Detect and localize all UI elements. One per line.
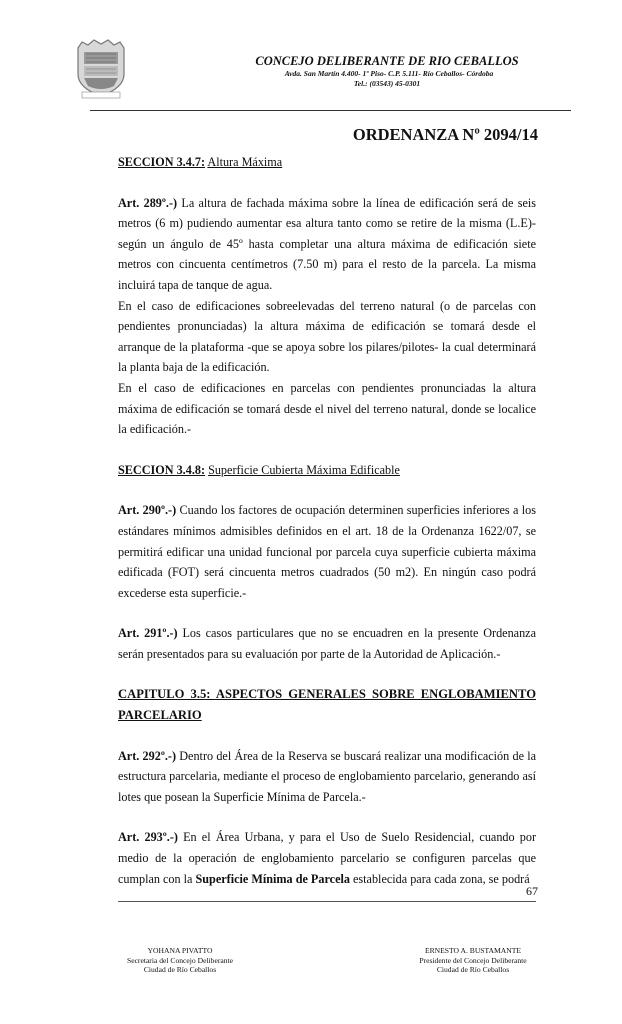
section-label: SECCION 3.4.8: xyxy=(118,462,206,477)
article-290 xyxy=(118,500,536,603)
section-title: Superficie Cubierta Máxima Edificable xyxy=(208,462,400,477)
signatory-role: Presidente del Concejo Deliberante xyxy=(419,955,527,965)
article-text: Los casos particulares que no se encuadren en la presente Ordenanza serán presentados para su evaluación por parte de la Autoridad de Aplicación.- xyxy=(118,626,537,661)
signatory-place: Ciudad de Río Ceballos xyxy=(143,965,217,975)
signature-left xyxy=(110,946,250,975)
document-body xyxy=(118,152,536,889)
article-291 xyxy=(118,623,536,664)
article-label: Art. 293º.-) xyxy=(118,830,178,845)
signatory-name: ERNESTO A. BUSTAMANTE xyxy=(424,946,522,955)
article-bold-term: Superficie Mínima de Parcela xyxy=(195,871,350,886)
ordinance-title: ORDENANZA Nº 2094/14 xyxy=(352,125,538,144)
article-label: Art. 289º.-) xyxy=(118,195,178,210)
article-289-paragraph-2: En el caso de edificaciones sobreelevadas del terreno natural (o de parcelas con pendientes pronunciadas) la altura máxima de edificación se tomará desde el arranque de la plataforma -que se apoya sobre los pilares/pilotes- la cual determinará la planta baja de la edificación. xyxy=(118,298,536,375)
chapter-heading-line-1: CAPITULO 3.5: ASPECTOS GENERALES SOBRE ENGLOBAMIENTO xyxy=(118,687,536,702)
signatory-role: Secretaria del Concejo Deliberante xyxy=(126,955,234,965)
header-title: CONCEJO DELIBERANTE DE RIO CEBALLOS xyxy=(255,54,519,68)
article-text-continued: establecida para cada zona, se podrá xyxy=(353,871,530,886)
section-heading-3-4-8 xyxy=(118,460,536,481)
article-text: Dentro del Área de la Reserva se buscará realizar una modificación de la estructura parcelaria, mediante el proceso de englobamiento parcelario, generando así lotes que posean la Superficie Mínima de Parcela.- xyxy=(118,748,536,804)
section-label: SECCION 3.4.7: xyxy=(118,155,206,169)
article-label: Art. 290º.-) xyxy=(118,503,177,518)
article-289-paragraph-3: En el caso de edificaciones en parcelas con pendientes pronunciadas la altura máxima de edificación se tomará desde el nivel del terreno natural, donde se localice la edificación.- xyxy=(118,380,536,437)
article-293 xyxy=(118,827,536,889)
page-number: 67 xyxy=(526,884,538,898)
article-292 xyxy=(118,746,536,808)
article-289 xyxy=(118,193,536,296)
article-text: Cuando los factores de ocupación determinen superficies inferiores a los estándares mínimos admisibles definidos en el art. 18 de la Ordenanza 1622/07, se permitirá edificar una unidad funcional por parcela cuya superficie cubierta máxima edificada (FOT) será cincuenta metros cuadrados (50 m2). En ningún caso podrá excederse esta superficie.- xyxy=(118,503,537,600)
section-heading-3-4-7 xyxy=(118,152,536,173)
article-text: La altura de fachada máxima sobre la línea de edificación será de seis metros (6 m) pudiendo aumentar esa altura tanto como se retire de la misma (L.E)- según un ángulo de 45º hasta completar una altura máxima de edificación siete metros con cincuenta centímetros (7.50 m) para el resto de la parcela. La misma incluirá tapa de tanque de agua. xyxy=(118,195,536,292)
header-address: Avda. San Martín 4.400- 1º Piso- C.P. 5.111- Río Ceballos- Córdoba xyxy=(284,69,494,78)
signatory-place: Ciudad de Río Ceballos xyxy=(436,965,510,975)
signatory-name: YOHANA PIVATTO xyxy=(147,946,213,955)
article-label: Art. 292º.-) xyxy=(118,748,177,763)
article-text: En el Área Urbana, y para el Uso de Suelo Residencial, cuando por medio de la operación de englobamiento parcelario se configuren parcelas que cumplan con la xyxy=(118,830,537,886)
chapter-heading-line-2: PARCELARIO xyxy=(118,708,202,723)
header-telephone: Tel.: (03543) 45-0301 xyxy=(353,79,421,88)
signature-right xyxy=(388,946,558,975)
article-label: Art. 291º.-) xyxy=(118,626,178,641)
header-divider xyxy=(90,110,571,111)
footer-divider xyxy=(118,901,536,902)
section-title: Altura Máxima xyxy=(207,155,283,169)
